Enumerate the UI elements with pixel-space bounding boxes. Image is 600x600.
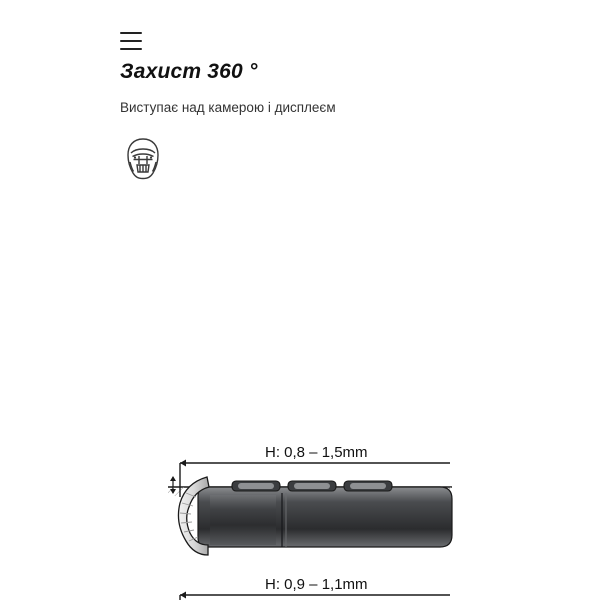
protrusion-diagram	[0, 215, 600, 593]
page-subtitle: Виступає над камерою і дисплеєм	[120, 100, 336, 115]
bottom-dimension-label: H: 0,9 – 1,1mm	[265, 576, 368, 593]
bottom-section-group	[168, 576, 452, 600]
hamburger-menu-icon[interactable]	[120, 32, 142, 50]
menu-bar-3	[120, 48, 142, 50]
top-arrow-left	[180, 460, 186, 467]
top-height-arrow-up	[170, 476, 176, 481]
menu-bar-2	[120, 40, 142, 42]
bottom-arrow-left	[180, 592, 186, 599]
top-dimension-label: H: 0,8 – 1,5mm	[265, 444, 368, 461]
page-title: Захист 360 °	[120, 60, 258, 83]
top-glass-panel	[210, 495, 276, 545]
menu-bar-1	[120, 32, 142, 34]
stormtrooper-helmet-logo	[120, 136, 166, 182]
top-camera-bumps	[232, 481, 392, 491]
top-section-group	[168, 444, 452, 555]
